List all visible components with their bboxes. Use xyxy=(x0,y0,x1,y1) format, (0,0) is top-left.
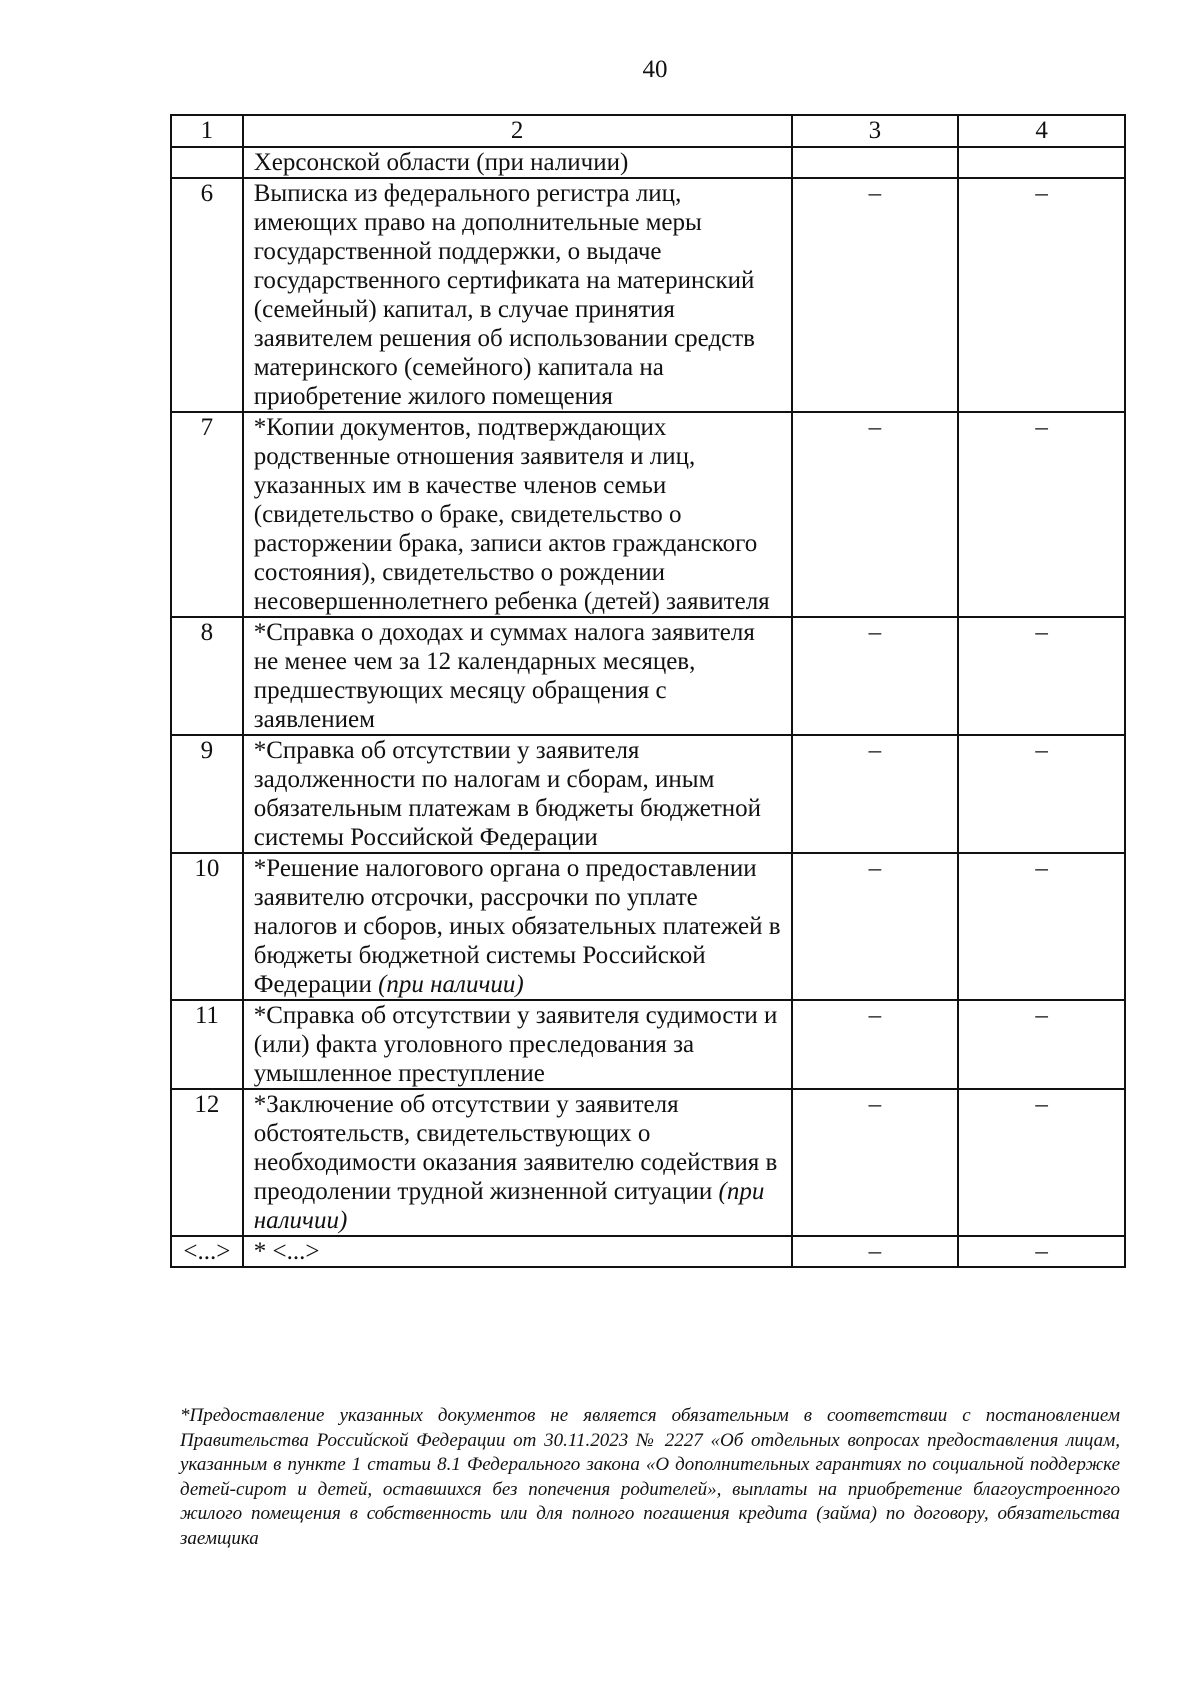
table-row xyxy=(171,412,1125,617)
row-col3: – xyxy=(792,412,959,617)
page-number: 40 xyxy=(642,56,668,83)
documents-table xyxy=(170,114,1126,1268)
footnote: *Предоставление указанных документов не является обязательным в соответствии с постановлением Правительства Российской Федерации от 30.11.2023 № 2227 «Об отдельных вопросах предоставления лицам, указанным в пункте 1 статьи 8.1 Федерального закона «О дополнительных гарантиях по социальной поддержке детей-сирот и детей, оставшихся без попечения родителей», выплаты на приобретение благоустроенного жилого помещения в собственность или для полного погашения кредита (займа) по договору, обязательства заемщика xyxy=(180,1405,1120,1549)
row-col3: – xyxy=(792,617,959,735)
continuation-col3 xyxy=(792,147,959,178)
table-row xyxy=(171,735,1125,853)
row-description xyxy=(243,178,792,412)
row-col3: – xyxy=(792,853,959,1000)
row-description xyxy=(243,617,792,735)
table-row-continuation xyxy=(171,147,1125,178)
continuation-num-cell xyxy=(171,147,243,178)
row-description xyxy=(243,1089,792,1236)
row-text: * <...> xyxy=(253,1238,320,1265)
continuation-text: Херсонской области (при наличии) xyxy=(243,147,792,178)
row-text: *Справка об отсутствии у заявителя судимости и (или) факта уголовного преследования за умышленное преступление xyxy=(253,1002,778,1087)
row-col4: – xyxy=(958,1236,1125,1267)
table-row xyxy=(171,1236,1125,1267)
row-col3: – xyxy=(792,1000,959,1089)
row-col4: – xyxy=(958,735,1125,853)
row-description xyxy=(243,853,792,1000)
table-row xyxy=(171,853,1125,1000)
row-number: <...> xyxy=(171,1236,243,1267)
header-cell-2: 2 xyxy=(243,115,792,147)
row-note: (при наличии) xyxy=(378,971,524,998)
table-row xyxy=(171,178,1125,412)
row-col4: – xyxy=(958,178,1125,412)
row-description xyxy=(243,1236,792,1267)
table-row xyxy=(171,1089,1125,1236)
table-header-row xyxy=(171,115,1125,147)
row-text: *Решение налогового органа о предоставлении заявителю отсрочки, рассрочки по уплате налогов и сборов, иных обязательных платежей в бюджеты бюджетной системы Российской Федерации xyxy=(253,855,781,998)
row-description xyxy=(243,735,792,853)
row-col4: – xyxy=(958,853,1125,1000)
row-col3: – xyxy=(792,1089,959,1236)
row-number: 7 xyxy=(171,412,243,617)
row-col4: – xyxy=(958,1089,1125,1236)
header-cell-4: 4 xyxy=(958,115,1125,147)
row-col3: – xyxy=(792,1236,959,1267)
row-number: 9 xyxy=(171,735,243,853)
row-number: 12 xyxy=(171,1089,243,1236)
row-description xyxy=(243,1000,792,1089)
row-text: *Заключение об отсутствии у заявителя обстоятельств, свидетельствующих о необходимости оказания заявителю содействия в преодолении трудной жизненной ситуации xyxy=(253,1091,778,1205)
row-number: 8 xyxy=(171,617,243,735)
row-number: 11 xyxy=(171,1000,243,1089)
table-row xyxy=(171,1000,1125,1089)
row-text: *Справка о доходах и суммах налога заявителя не менее чем за 12 календарных месяцев, предшествующих месяцу обращения с заявлением xyxy=(253,619,755,733)
row-text: *Справка об отсутствии у заявителя задолженности по налогам и сборам, иным обязательным платежам в бюджеты бюджетной системы Российской Федерации xyxy=(253,737,762,851)
row-col3: – xyxy=(792,735,959,853)
table-row xyxy=(171,617,1125,735)
row-number: 10 xyxy=(171,853,243,1000)
row-col4: – xyxy=(958,412,1125,617)
row-description xyxy=(243,412,792,617)
header-cell-3: 3 xyxy=(792,115,959,147)
row-number: 6 xyxy=(171,178,243,412)
row-text: Выписка из федерального регистра лиц, имеющих право на дополнительные меры государственной поддержки, о выдаче государственного сертификата на материнский (семейный) капитал, в случае принятия заявителем решения об использовании средств материнского (семейного) капитала на приобретение жилого помещения xyxy=(253,180,755,410)
header-cell-1: 1 xyxy=(171,115,243,147)
row-col3: – xyxy=(792,178,959,412)
row-text: *Копии документов, подтверждающих родственные отношения заявителя и лиц, указанных им в качестве членов семьи (свидетельство о браке, свидетельство о расторжении брака, записи актов гражданского состояния), свидетельство о рождении несовершеннолетнего ребенка (детей) заявителя xyxy=(253,414,770,615)
row-col4: – xyxy=(958,617,1125,735)
continuation-col4 xyxy=(958,147,1125,178)
row-note: (при наличии) xyxy=(253,1178,765,1234)
row-col4: – xyxy=(958,1000,1125,1089)
